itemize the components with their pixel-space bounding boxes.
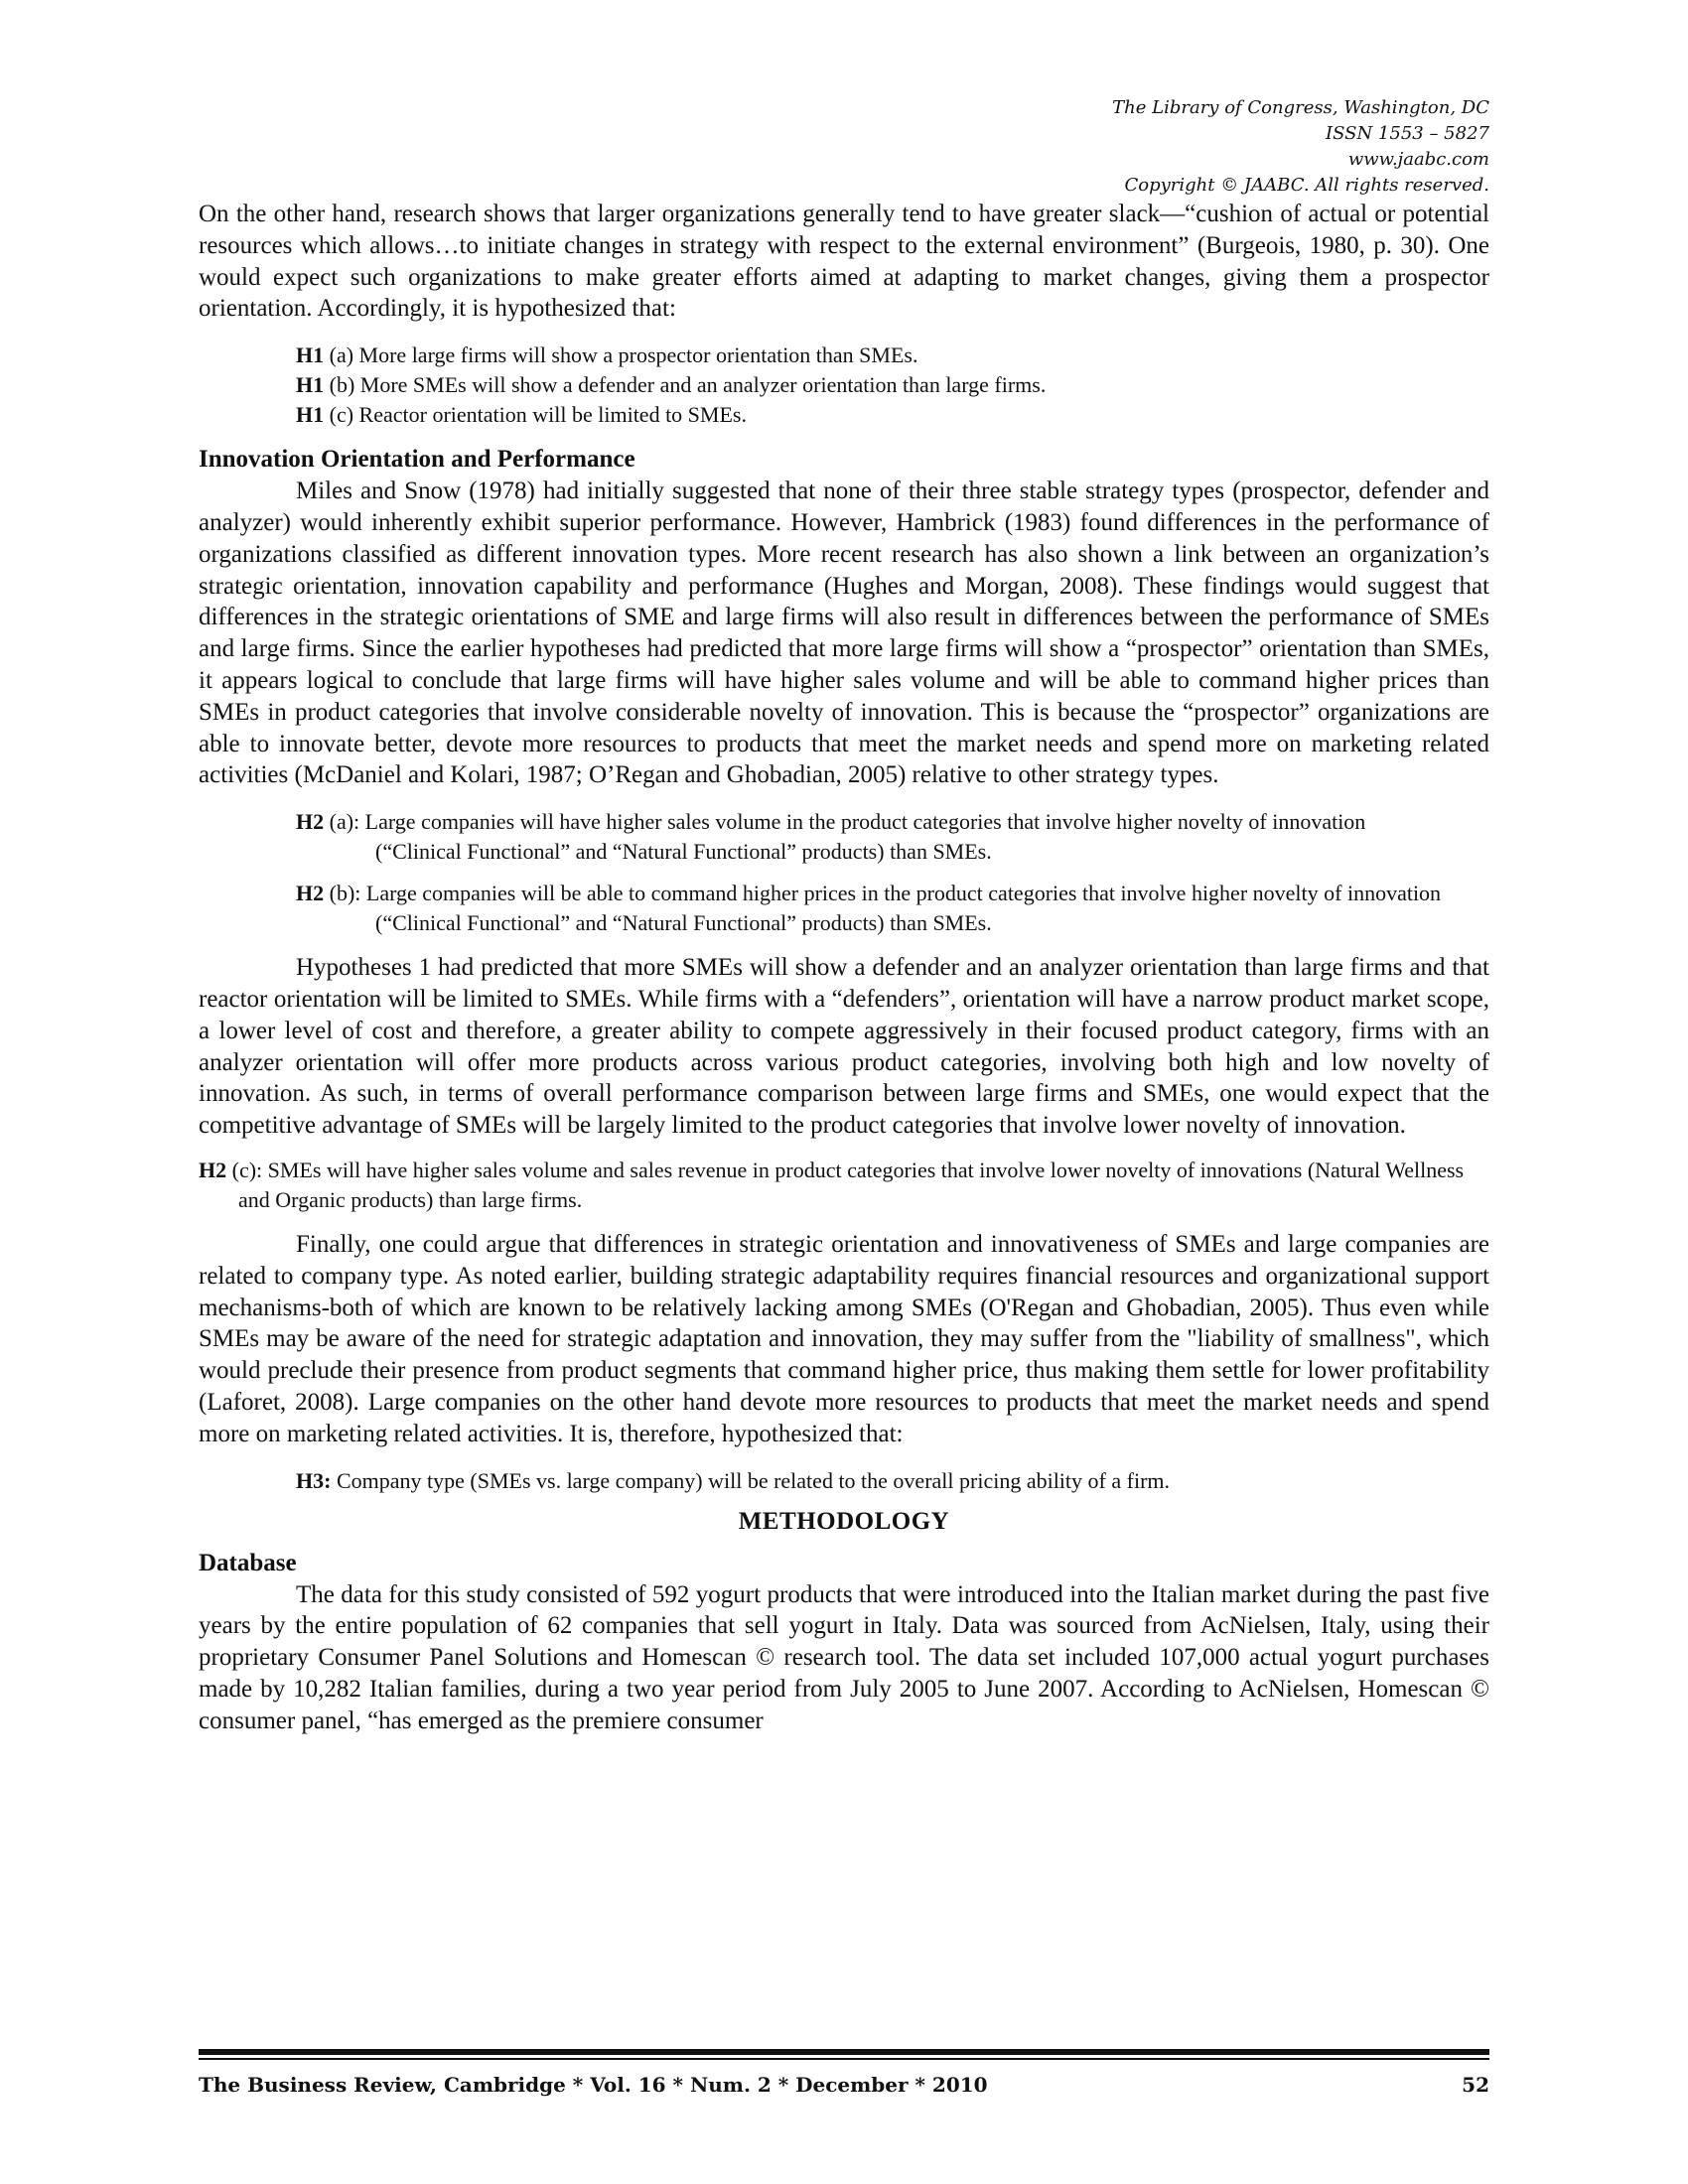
header-line-4: Copyright © JAABC. All rights reserved. [1124, 175, 1489, 196]
page-body [199, 95, 1489, 1737]
hypothesis-h2a [199, 807, 1450, 867]
hypothesis-h1b [199, 370, 1489, 400]
page-footer [199, 2073, 1489, 2103]
hypothesis-h3 [199, 1466, 1489, 1496]
paragraph-company-type: Finally, one could argue that differences in strategic orientation and innovativeness of SMEs and large companies are related to company type. As noted earlier, building strategic adaptability requires financial resources and organizational support mechanisms-both of which are known to be relatively lacking among SMEs (O'Regan and Ghobadian, 2005). Thus even while SMEs may be aware of the need for strategic adaptation and innovation, they may suffer from the "liability of smallness", which would preclude their presence from product segments that command higher price, thus making them settle for lower profitability (Laforet, 2008). Large companies on the other hand devote more resources to products that meet the market needs and spend more on marketing related activities. It is, therefore, hypothesized that: [199, 1230, 1489, 1447]
hypothesis-label: H3: [296, 1467, 332, 1493]
hypothesis-h1a [199, 341, 1489, 370]
hypothesis-label: H1 [296, 372, 325, 398]
footer-rule-thick [199, 2049, 1489, 2055]
methodology-heading: METHODOLOGY [738, 1507, 950, 1535]
hypothesis-text: (a) More large firms will show a prospector orientation than SMEs. [324, 342, 918, 368]
paragraph-slack: On the other hand, research shows that larger organizations generally tend to have greater slack—“cushion of actual or potential resources which allows…to initiate changes in strategy with respect to the external environment” (Burgeois, 1980, p. 30). One would expect such organizations to make greater efforts aimed at adapting to market changes, giving them a prospector orientation. Accordingly, it is hypothesized that: [199, 201, 1489, 323]
header-line-3: www.jaabc.com [1347, 149, 1489, 170]
running-header [199, 95, 1489, 199]
section-heading-database: Database [199, 1549, 297, 1576]
footer-journal-citation: The Business Review, Cambridge * Vol. 16 * Num. 2 * December * 2010 [199, 2073, 988, 2097]
paragraph-database: The data for this study consisted of 592 yogurt products that were introduced into the Italian market during the past five years by the entire population of 62 companies that sell yogurt in Italy. Data was sourced from AcNielsen, Italy, using their proprietary Consumer Panel Solutions and Homescan © research tool. The data set included 107,000 actual yogurt purchases made by 10,282 Italian families, during a two year period from July 2005 to June 2007. According to AcNielsen, Homescan © consumer panel, “has emerged as the premiere consumer [199, 1580, 1489, 1734]
hypothesis-text: (b): Large companies will be able to command higher prices in the product categories that involve higher novelty of innovation (“Clinical Functional” and “Natural Functional” products) than SMEs. [324, 881, 1442, 936]
hypothesis-label: H2 [296, 809, 325, 835]
hypothesis-text: (a): Large companies will have higher sales volume in the product categories that involve higher novelty of innovation (“Clinical Functional” and “Natural Functional” products) than SMEs. [324, 809, 1366, 865]
hypothesis-text: (b) More SMEs will show a defender and an analyzer orientation than large firms. [324, 372, 1047, 398]
page-number: 52 [1462, 2073, 1489, 2097]
hypothesis-h2b [199, 879, 1450, 938]
header-line-1: The Library of Congress, Washington, DC [1112, 97, 1489, 118]
header-line-2: ISSN 1553 – 5827 [1326, 123, 1489, 144]
footer-rule-thin [199, 2058, 1489, 2060]
hypothesis-label: H2 [296, 881, 325, 906]
paragraph-innovation: Miles and Snow (1978) had initially suggested that none of their three stable strategy types (prospector, defender and analyzer) would inherently exhibit superior performance. However, Hambrick (1983) found differences in the performance of organizations classified as different innovation types. More recent research has also shown a link between an organization’s strategic orientation, innovation capability and performance (Hughes and Morgan, 2008). These findings would suggest that differences in the strategic orientations of SME and large firms will also result in differences between the performance of SMEs and large firms. Since the earlier hypotheses had predicted that more large firms will show a “prospector” orientation than SMEs, it appears logical to conclude that large firms will have higher sales volume and will be able to command higher prices than SMEs in product categories that involve considerable novelty of innovation. This is because the “prospector” organizations are able to innovate better, devote more resources to products that meet the market needs and spend more on marketing related activities (McDaniel and Kolari, 1987; O’Regan and Ghobadian, 2005) relative to other strategy types. [199, 478, 1489, 789]
hypothesis-label: H1 [296, 402, 325, 428]
hypothesis-text: Company type (SMEs vs. large company) will be related to the overall pricing ability of a firm. [331, 1467, 1171, 1493]
hypothesis-text: (c): SMEs will have higher sales volume and sales revenue in product categories that involve lower novelty of innovations (Natural Wellness and Organic products) than large firms. [226, 1157, 1465, 1212]
hypothesis-text: (c) Reactor orientation will be limited to SMEs. [324, 402, 747, 428]
hypothesis-h2c [199, 1156, 1489, 1215]
hypothesis-label: H1 [296, 342, 325, 368]
hypothesis-label: H2 [199, 1157, 227, 1182]
section-heading-innovation: Innovation Orientation and Performance [199, 446, 635, 474]
paragraph-hypotheses-1: Hypotheses 1 had predicted that more SMEs will show a defender and an analyzer orientation than large firms and that reactor orientation will be limited to SMEs. While firms with a “defenders”, orientation will have a narrow product market scope, a lower level of cost and therefore, a greater ability to compete aggressively in their focused product category, firms with an analyzer orientation will offer more products across various product categories, involving both high and low novelty of innovation. As such, in terms of overall performance comparison between large firms and SMEs, one would expect that the competitive advantage of SMEs will be largely limited to the product categories that involve lower novelty of innovation. [199, 954, 1489, 1140]
hypothesis-h1c [199, 400, 1489, 430]
